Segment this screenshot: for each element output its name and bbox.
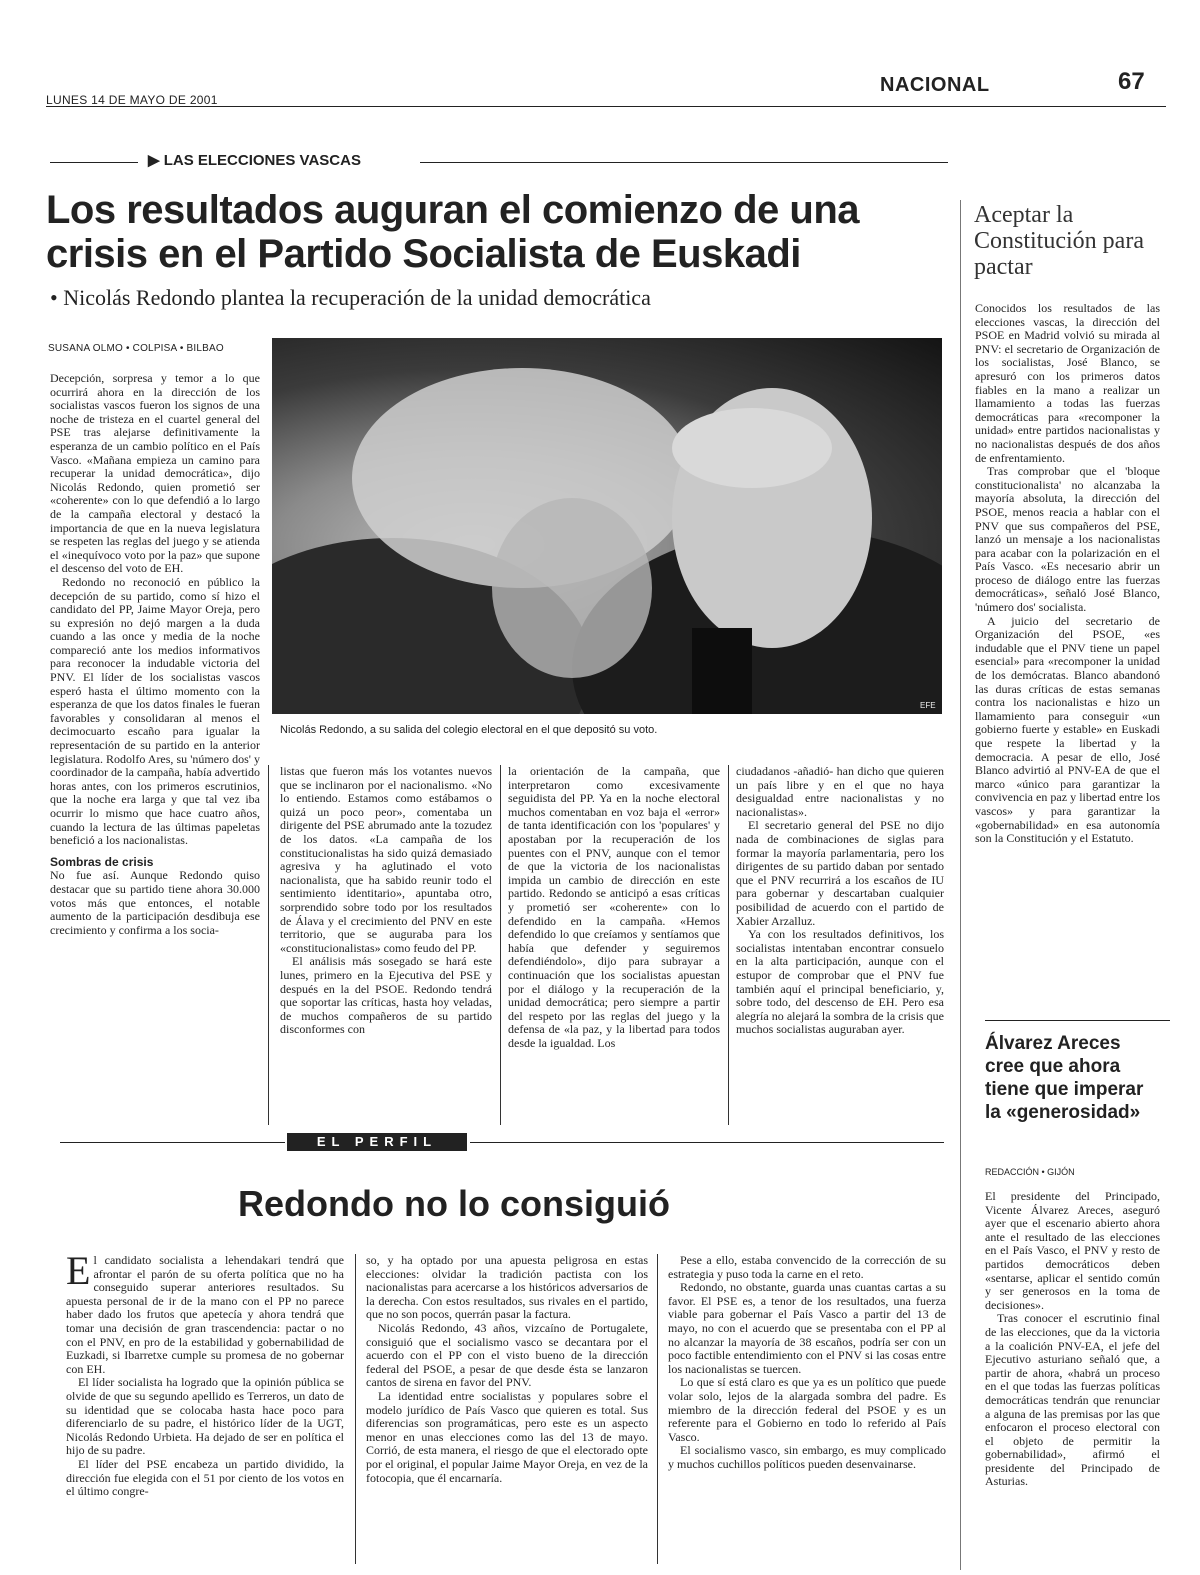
kicker-rule-right — [420, 162, 948, 163]
main-col1-para-2: Redondo no reconoció en público la decepción de su partido, como sí hizo el candidato del PP, Jaime Mayor Oreja, pero su expresión no dejó margen a la duda cuando a las once y media de la noche compareció ante los medios informativos para reconocer la indudable victoria del PNV. El líder de los socialistas vascos esperó hasta el último momento con la esperanza de que los datos finales le fueran favorables y consolidaran al menos el decimocuarto escaño para igualar la representación de su partido en la anterior legislatura. Rodolfo Ares, su 'número dos' y coordinador de la campaña, había advertido horas antes, con los primeros escrutinios, que la noche era larga y que tal vez iba ocurrir lo mismo que hace cuatro años, cuando la lectura de las últimas papeletas benefició a los nacionalistas. — [50, 574, 260, 848]
main-deck — [50, 285, 930, 311]
profile-col2-para-3: La identidad entre socialistas y populares sobre el modelo jurídico de País Vasco que quieren es total. Sus diferencias son programáticas, pero este es un aspecto menor en unas elecciones como las del 13 de mayo. Corrió, de esta manera, el riesgo de que el electorado opte por el original, el popular Jaime Mayor Oreja, en vez de la fotocopia, que él encarnaría. — [366, 1388, 648, 1485]
sidebar1-para-1: Conocidos los resultados de las elecciones vascas, la dirección del PSOE en Madrid volvió su mirada al PNV: el secretario de Organización de los socialistas, José Blanco, se apresuró con los primeros datos fiables en la mano a realizar un llamamiento a todas las fuerzas democráticas para «recomponer la unidad» entre partidos nacionalistas y no nacionalistas después de dos años de enfrentamiento. — [975, 301, 1160, 465]
headline-line-1: Los resultados auguran el comienzo de una — [46, 188, 859, 232]
profile-col3-para-2: Redondo, no obstante, guarda unas cuantas cartas a su favor. El PSE es, a tenor de los resultados, una fuerza viable para gobernar el País Vasco a partir del 13 de mayo, no con el acuerdo que se presentaba con el PP al no alcanzar la mayoría de 38 escaños, podría ser con un poco factible entendimiento con el PNV si las cosas entre los nacionalistas se tuercen. — [668, 1280, 946, 1376]
sidebar1-body — [975, 302, 1160, 846]
main-col2-para-1: listas que fueron más los votantes nuevos que se inclinaron por el nacionalismo. «No lo entiendo. Estamos como estábamos o quizá un poco peor», comentaba un dirigente del PSE abrumado ante la tozudez de los datos. «La campaña de los constitucionalistas ha sido quizá demasiado agresiva y ha aglutinado el voto nacionalista, que ha sabido reunir todo el sentimiento identitario», apuntaba otro, sorprendido sobre todo por los resultados de Álava y el crecimiento del PNV en este territorio, que se auguraba para los «constitucionalistas» como feudo del PP. — [280, 764, 492, 955]
profile-col-2 — [366, 1254, 648, 1485]
profile-col3-para-4: El socialismo vasco, sin embargo, es muy complicado y muchos cuchillos políticos pueden desenvainarse. — [668, 1443, 946, 1471]
dropcap: E — [66, 1248, 91, 1293]
triangle-icon: ▶ — [148, 152, 164, 169]
sidebar2-byline: REDACCIÓN • GIJÓN — [985, 1167, 1075, 1177]
kicker — [148, 151, 361, 169]
page-number: 67 — [1118, 68, 1145, 95]
profile-col1-para-1: l candidato socialista a lehendakari tendrá que afrontar el parón de su oferta política que no ha conseguido superar anteriores resultados. Su apuesta personal de ir de la mano con el PP no parece haber dado los frutos que apetecía y ahora tendrá que tomar una decisión de gran trascendencia: pactar o no con el PNV, en pro de la estabilidad y gobernabilidad de Euzkadi, si Ibarretxe cumple su promesa de no gobernar con EH. — [66, 1253, 344, 1376]
col-divider-1 — [268, 765, 269, 1125]
headline-line-2: crisis en el Partido Socialista de Euskadi — [46, 232, 801, 276]
page-date: LUNES 14 DE MAYO DE 2001 — [46, 93, 218, 107]
profile-banner: EL PERFIL — [287, 1133, 467, 1151]
col-divider-3 — [728, 765, 729, 1125]
main-col4-para-3: Ya con los resultados definitivos, los socialistas intentaban encontrar consuelo en la alta participación, aunque con el estupor de comprobar que el PNV fue también aquí el principal beneficiario, y, sobre todo, del descenso de EH. Pero esa alegría no alejará la sombra de la crisis que muchos socialistas auguraban ayer. — [736, 927, 944, 1037]
deck-text: Nicolás Redondo plantea la recuperación de la unidad democrática — [63, 285, 651, 310]
profile-col3-para-1: Pese a ello, estaba convencido de la corrección de su estrategia y puso toda la carne en el reto. — [668, 1253, 946, 1281]
profile-col3-para-3: Lo que sí está claro es que ya es un político que puede volar solo, lejos de la alargada sombra del padre. Es miembro de la dirección federal del PSOE y es un referente para el Gobierno en todo lo referido al País Vasco. — [668, 1375, 946, 1444]
main-col2-para-2: El análisis más sosegado se hará este lunes, primero en la Ejecutiva del PSE y después en la del PSOE. Redondo tendrá que soportar las críticas, hasta hoy veladas, de muchos compañeros de su partido disconformes con — [280, 954, 492, 1037]
main-col-3 — [508, 765, 720, 1050]
sidebar2-body — [985, 1190, 1160, 1489]
main-col1-para-3: No fue así. Aunque Redondo quiso destacar que su partido tiene ahora 30.000 votos más que entonces, el notable aumento de la participación desdibuja ese crecimiento y confirma a los socia- — [50, 868, 260, 937]
profile-col2-para-2: Nicolás Redondo, 43 años, vizcaíno de Portugalete, consiguió que el socialismo vasco se decantara por el acuerdo con el PP con el visto bueno de la dirección federal del PSOE, a pesar de que desde ésta se lanzaron cantos de sirena en favor del PNV. — [366, 1320, 648, 1390]
sidebar1-para-3: A juicio del secretario de Organización del PSOE, «es indudable que el PNV tiene un papel esencial» para «recomponer la unidad de los demócratas. Blanco abandonó las duras críticas de estas semanas contra los nacionalistas e hizo un llamamiento para conseguir «un gobierno fuerte y estable» en Euskadi que respete la libertad y la democracia. A pesar de ello, José Blanco advirtió al PNV-EA de que el marco «único para garantizar la convivencia en paz y libertad entre los vascos» y para garantizar la «gobernabilidad» en esa autonomía son la Constitución y el Estatuto. — [975, 613, 1160, 846]
profile-rule-right — [470, 1142, 944, 1143]
sidebar-divider — [960, 200, 961, 1570]
main-col4-para-1: ciudadanos -añadió- han dicho que quieren un país libre y en el que no haya desigualdad entre nacionalistas y no nacionalistas». — [736, 764, 944, 819]
profile-col1-para-3: El líder del PSE encabeza un partido dividido, la dirección fue elegida con el 51 por ciento de los votos en el último congre- — [66, 1456, 344, 1499]
header-rule — [46, 106, 1166, 107]
profile-col-3 — [668, 1254, 946, 1472]
main-col-4 — [736, 765, 944, 1037]
subhead-sombras: Sombras de crisis — [50, 854, 154, 869]
profile-col1-para-2: El líder socialista ha logrado que la opinión pública se olvide de que su segundo apellido es Terreros, un dato de su identidad que se colocaba hasta hace poco para diferenciarlo de su padre, el histórico líder de la UGT, Nicolás Redondo Urbieta. Ha dejado de ser en política el hijo de su padre. — [66, 1375, 344, 1458]
profile-col-1 — [66, 1248, 344, 1499]
profile-divider-1 — [355, 1254, 356, 1564]
main-col-1 — [50, 372, 260, 937]
profile-col2-para-1: so, y ha optado por una apuesta peligrosa en estas elecciones: olvidar la tradición pactista con los nacionalistas para acercarse a los históricos adversarios de la derecha. Con estos resultados, sus rivales en el partido, que no son pocos, querrán pasar la factura. — [366, 1253, 648, 1322]
profile-headline: Redondo no lo consiguió — [238, 1183, 670, 1224]
main-col4-para-2: El secretario general del PSE no dijo nada de combinaciones de siglas para formar la mayoría parlamentaria, pero los dirigentes de su partido daban por sentado que el PNV recurrirá a los escaños de IU para gobernar y descartaban cualquier posibilidad de acuerdo con el partido de Xabier Arzalluz. — [736, 818, 944, 928]
main-headline — [46, 188, 946, 276]
sidebar2-para-2: Tras conocer el escrutinio final de las elecciones, que da la victoria a la coalición PNV-EA, el jefe del Ejecutivo asturiano señaló que, a partir de ahora, «habrá un proceso en el que todas las fuerzas políticas democráticas tendrán que renunciar a alguna de las premisas por las que enfocaron el proceso electoral con el objeto de permitir la gobernabilidad», afirmó el presidente del Principado de Asturias. — [985, 1311, 1160, 1489]
sidebar-separator — [985, 1020, 1170, 1021]
main-col3-para-1: la orientación de la campaña, que interpretaron como excesivamente seguidista del PP. Ya en la noche electoral muchos comentaban en voz baja el «error» de tanta identificación con los 'populares' y apostaban por la recuperación de los puentes con el PNV, aunque con el temor de que la victoria de los nacionalistas impida un cambio de dirección en este partido. Redondo se anticipó a esas críticas y prometió ser «coherente» con lo defendido en la campaña. «Hemos defendido lo que creíamos y sentíamos que había que defender y seguiremos defendiéndolo», dijo para subrayar a continuación que los socialistas apuestan por el diálogo y la recuperación de la unidad democrática; pero siempre a partir del respeto por las reglas del juego y la defensa de «la paz, y la libertad para todos desde la igualdad. Los — [508, 764, 720, 1050]
photo-illustration — [272, 338, 942, 714]
photo-credit: EFE — [920, 701, 936, 710]
section-name: NACIONAL — [880, 74, 990, 96]
kicker-text: LAS ELECCIONES VASCAS — [163, 152, 361, 169]
news-photo — [272, 338, 942, 714]
profile-rule-left — [60, 1142, 285, 1143]
sidebar1-para-2: Tras comprobar que el 'bloque constitucionalista' no alcanzaba la mayoría absoluta, la dirección del PSOE, menos reacia a hablar con el PNV que sus compañeros del PSE, lanzó un mensaje a los nacionalistas para acabar con la polarización en el País Vasco. «Es necesario abrir un proceso de diálogo entre las fuerzas democráticas», señaló José Blanco, 'número dos' socialista. — [975, 464, 1160, 615]
byline: SUSANA OLMO • COLPISA • BILBAO — [48, 343, 224, 354]
sidebar2-title: Álvarez Areces cree que ahora tiene que imperar la «generosidad» — [985, 1033, 1144, 1123]
sidebar2-para-1: El presidente del Principado, Vicente Álvarez Areces, aseguró ayer que el escenario abierto ahora ante el resultado de las elecciones en el País Vasco, el PNV y resto de partidos democráticos deben «sentarse, aplicar el sentido común y ser generosos en la toma de decisiones». — [985, 1189, 1160, 1312]
main-col1-para-1: Decepción, sorpresa y temor a lo que ocurrirá ahora en la dirección de los socialistas vascos fueron los signos de una noche de tristeza en el cuartel general del PSE tras alejarse definitivamente la esperanza de un cambio político en el País Vasco. «Mañana empieza un camino para recuperar la unidad democrática», dijo Nicolás Redondo, quien prometió ser «coherente» con lo que defendió a lo largo de la campaña electoral y destacó la importancia de que en la nueva legislatura se respeten las reglas del juego y se atienda el «inequívoco voto por la paz» que supone el descenso del voto de EH. — [50, 371, 260, 576]
photo-caption: Nicolás Redondo, a su salida del colegio electoral en el que depositó su voto. — [280, 724, 658, 736]
bullet-icon: • — [50, 285, 64, 310]
profile-divider-2 — [657, 1254, 658, 1564]
main-col-2 — [280, 765, 492, 1037]
col-divider-2 — [500, 765, 501, 1125]
kicker-rule-left — [50, 162, 138, 163]
sidebar1-title: Aceptar la Constitución para pactar — [974, 202, 1144, 280]
